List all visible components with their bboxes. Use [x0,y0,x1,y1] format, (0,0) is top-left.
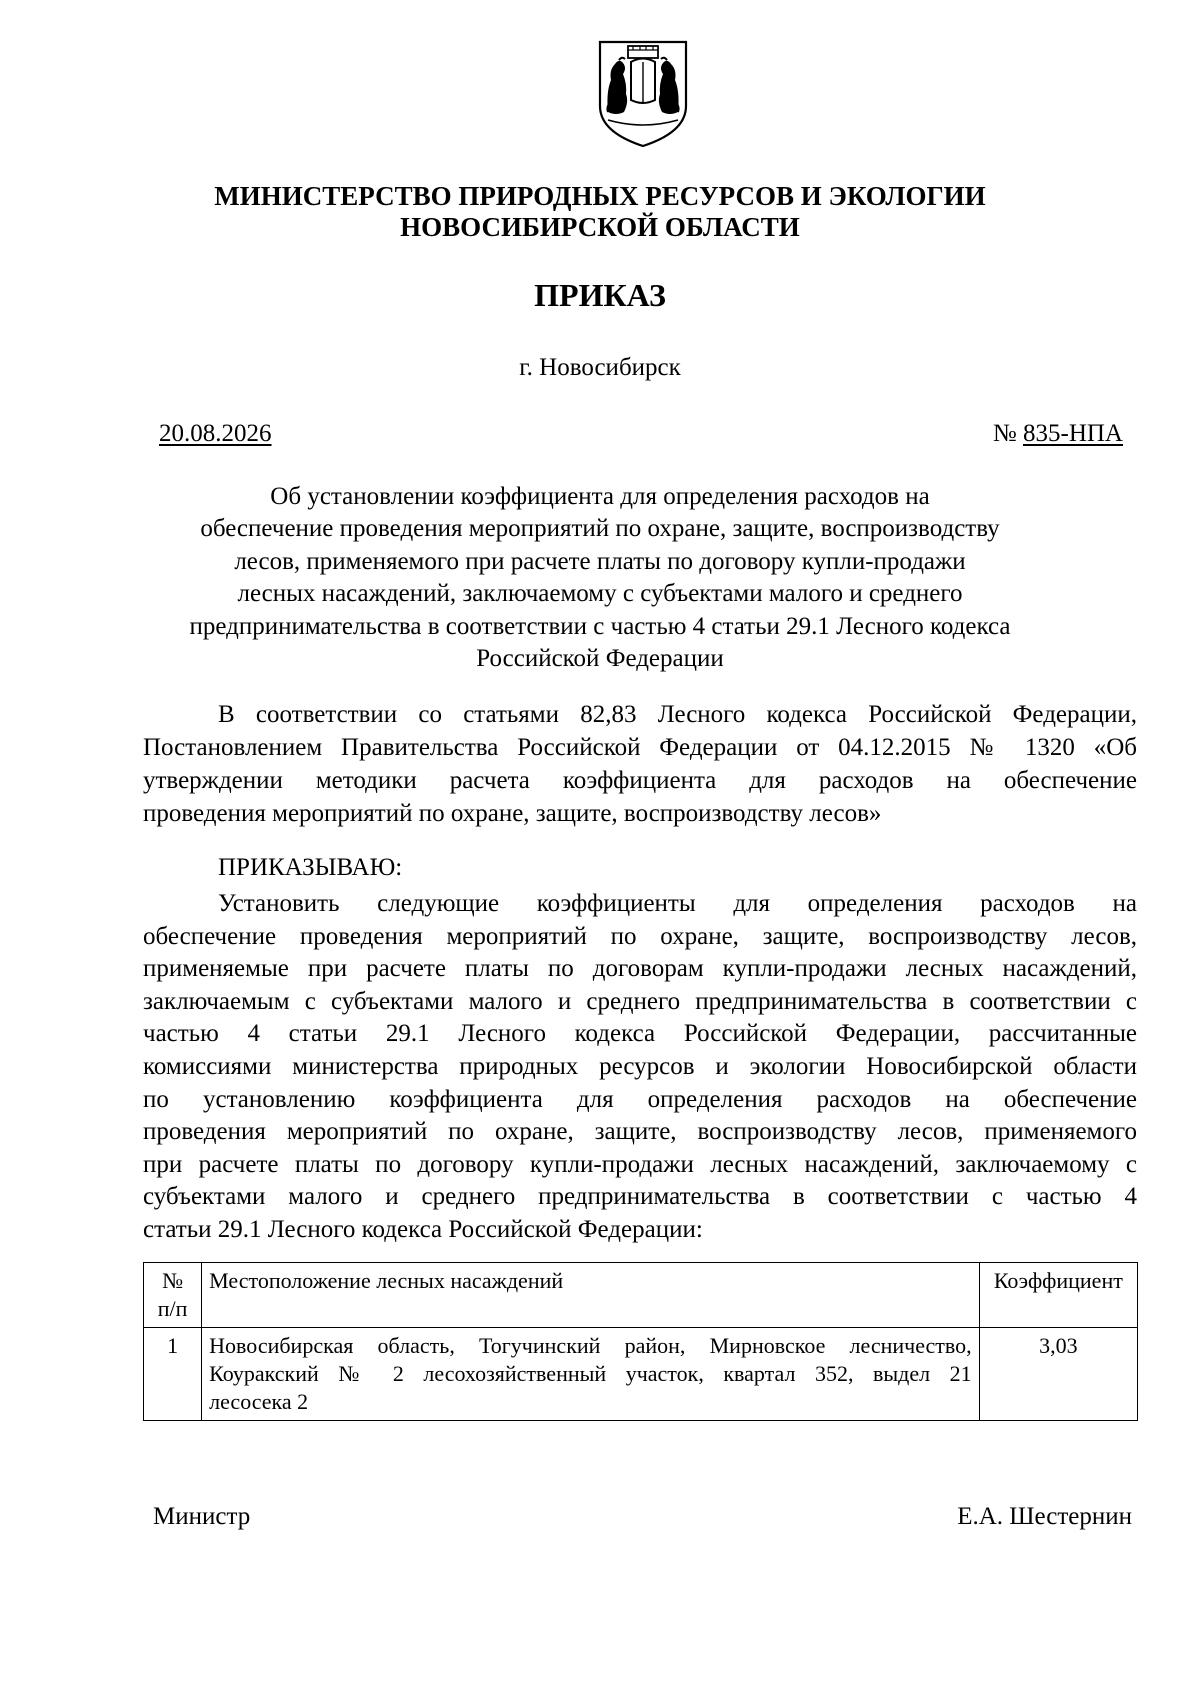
subject-line: Российской Федерации [476,645,724,673]
table-header-row [144,1263,1138,1328]
order-line: комиссиями министерства природных ресурсов и экологии Новосибирской области [143,1052,1137,1080]
ministry-name-line1: МИНИСТЕРСТВО ПРИРОДНЫХ РЕСУРСОВ И ЭКОЛОГИИ [214,181,986,211]
signatory-name: Е.А. Шестернин [957,1503,1132,1530]
subject-line: лесных насаждений, заключаемому с субъектами малого и среднего [237,580,963,608]
subject-line: лесов, применяемого при расчете платы по договору купли-продажи [234,547,966,575]
coefficient-table [143,1262,1138,1421]
header-coefficient: Коэффициент [979,1263,1137,1328]
order-line: Установить следующие коэффициенты для определения расходов на [218,890,1137,917]
order-line: субъектами малого и среднего предпринимательства в соответствии с частью 4 [143,1183,1137,1211]
row-location [202,1328,980,1421]
header-number [144,1263,202,1328]
order-line: обеспечение проведения мероприятий по охране, защите, воспроизводству лесов, [143,922,1137,950]
row-number: 1 [144,1328,202,1421]
number-prefix: № [992,420,1023,447]
location-line: лесосека 2 [209,1389,309,1414]
subject-line: обеспечение проведения мероприятий по охране, защите, воспроизводству [200,515,1000,543]
subject-line: Об установлении коэффициента для определения расходов на [270,483,930,510]
number-value: 835-НПА [1023,420,1123,447]
order-keyword: ПРИКАЗЫВАЮ: [218,854,403,881]
signatory-position: Министр [153,1503,251,1530]
ministry-name [140,181,1060,243]
order-line: заключаемым с субъектами малого и среднего предпринимательства в соответствии с [143,987,1137,1015]
document-type: ПРИКАЗ [534,277,666,313]
coat-of-arms-icon [596,40,690,148]
order-line: частью 4 статьи 29.1 Лесного кодекса Российской Федерации, рассчитанные [143,1020,1137,1048]
header-number-line1: № [162,1268,184,1293]
document-subject [150,481,1050,675]
order-line: проведения мероприятий по охране, защите, воспроизводству лесов, применяемого [143,1118,1137,1146]
legal-basis-paragraph [143,698,1137,830]
basis-line: проведения мероприятий по охране, защите, воспроизводству лесов» [143,800,882,827]
order-paragraph [143,888,1137,1247]
location-line: Коуракский № 2 лесохозяйственный участок, квартал 352, выдел 21 [209,1361,972,1386]
basis-line: Постановлением Правительства Российской Федерации от 04.12.2015 № 1320 «Об [143,734,1137,761]
table-row [144,1328,1138,1421]
ministry-name-line2: НОВОСИБИРСКОЙ ОБЛАСТИ [400,212,800,242]
header-number-line2: п/п [157,1296,188,1321]
location-line: Новосибирская область, Тогучинский район, Мирновское лесничество, [209,1333,972,1358]
city: г. Новосибирск [519,354,681,381]
basis-line: утверждении методики расчета коэффициента для расходов на обеспечение [143,767,1137,794]
order-line: по установлению коэффициента для определения расходов на обеспечение [143,1085,1137,1113]
order-line: статьи 29.1 Лесного кодекса Российской Федерации: [143,1215,703,1243]
order-line: при расчете платы по договору купли-продажи лесных насаждений, заключаемому с [143,1150,1137,1178]
basis-line: В соответствии со статьями 82,83 Лесного кодекса Российской Федерации, [218,701,1137,728]
row-coefficient: 3,03 [979,1328,1137,1421]
document-number [993,419,1123,449]
header-location: Местоположение лесных насаждений [202,1263,980,1328]
order-line: применяемые при расчете платы по договорам купли-продажи лесных насаждений, [143,955,1137,983]
subject-line: предпринимательства в соответствии с частью 4 статьи 29.1 Лесного кодекса [189,612,1011,640]
document-date: 20.08.2026 [159,420,272,447]
